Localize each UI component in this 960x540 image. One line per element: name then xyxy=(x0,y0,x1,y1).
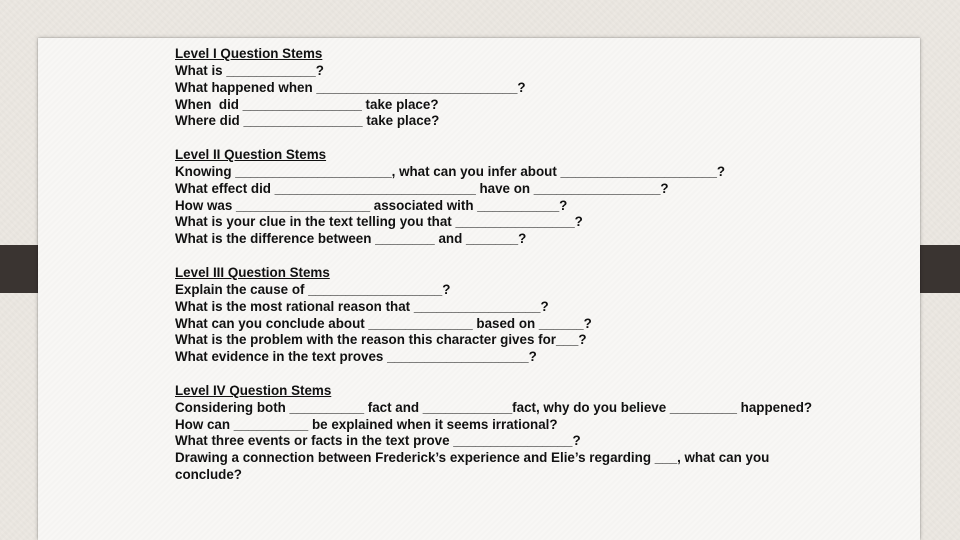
level-2-stem: What is the difference between ________ and _______? xyxy=(175,231,527,247)
level-1-stem: What happened when ___________________________? xyxy=(175,79,526,95)
level-3-stem: Explain the cause of __________________? xyxy=(175,281,451,297)
level-3-heading: Level III Question Stems xyxy=(175,264,330,280)
level-3-stem: What is the most rational reason that _________________? xyxy=(175,298,549,314)
level-4-stem: How can __________ be explained when it seems irrational? xyxy=(175,416,558,432)
level-2-section xyxy=(175,147,815,248)
level-4-stem: Drawing a connection between Frederick’s experience and Elie’s regarding ___, what can you conclude? xyxy=(175,450,774,483)
level-2-stem: How was __________________ associated with ___________? xyxy=(175,197,568,213)
level-3-stem: What evidence in the text proves ___________________? xyxy=(175,349,537,365)
level-3-stem: What can you conclude about ______________ based on ______? xyxy=(175,315,592,331)
level-3-stem: What is the problem with the reason this character gives for___? xyxy=(175,332,587,348)
level-1-stem: When did ________________ take place? xyxy=(175,96,439,112)
level-4-section xyxy=(175,383,815,484)
level-3-section xyxy=(175,265,815,366)
level-1-stem: What is ____________? xyxy=(175,62,324,78)
level-2-stem: Knowing _____________________, what can you infer about _____________________? xyxy=(175,163,726,179)
level-1-section xyxy=(175,46,815,130)
level-2-stem: What effect did ___________________________ have on _________________? xyxy=(175,180,669,196)
level-1-heading: Level I Question Stems xyxy=(175,46,323,61)
question-stems-content xyxy=(175,46,815,484)
level-4-stem: Considering both __________ fact and ____________fact, why do you believe _________ happened? xyxy=(175,399,813,415)
level-4-heading: Level IV Question Stems xyxy=(175,382,332,398)
level-1-stem: Where did ________________ take place? xyxy=(175,113,440,129)
level-2-heading: Level II Question Stems xyxy=(175,147,327,163)
level-2-stem: What is your clue in the text telling you that ________________? xyxy=(175,214,583,230)
level-4-stem: What three events or facts in the text prove ________________? xyxy=(175,433,581,449)
